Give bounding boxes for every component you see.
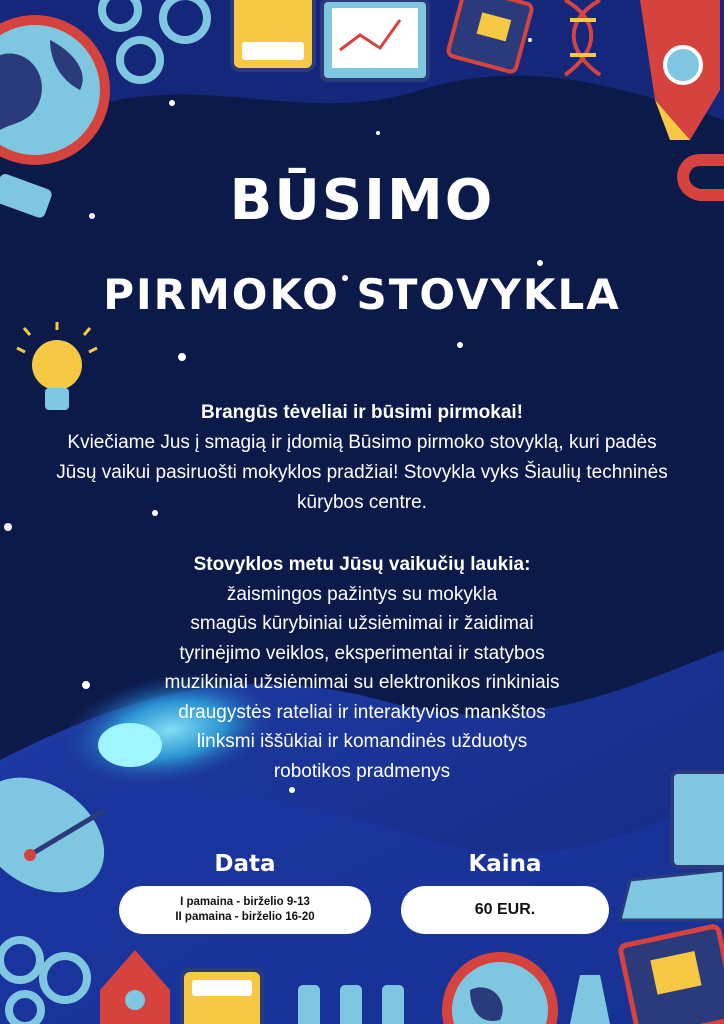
- intro-line: Kviečiame Jus į smagią ir įdomią Būsimo pirmoko stovyklą, kuri padės: [67, 432, 657, 453]
- test-tubes-icon: [298, 985, 404, 1024]
- activity-item: smagūs kūrybiniai užsiėmimai ir žaidimai: [190, 613, 534, 634]
- title-line-2: PIRMOKO STOVYKLA: [103, 270, 621, 319]
- activity-item: tyrinėjimo veiklos, eksperimentai ir statybos: [179, 642, 545, 664]
- activity-item: draugystės rateliai ir interaktyvios mankštos: [178, 701, 546, 723]
- intro-section: [40, 398, 684, 518]
- date-shift-1: I pamaina - birželio 9-13: [180, 896, 310, 908]
- intro-line: kūrybos centre.: [297, 492, 427, 513]
- intro-greeting: Brangūs tėveliai ir būsimi pirmokai!: [200, 402, 524, 423]
- activity-item: žaismingos pažintys su mokykla: [226, 583, 498, 605]
- activity-item: robotikos pradmenys: [273, 760, 451, 782]
- activities-heading: Stovyklos metu Jūsų vaikučių laukia:: [193, 554, 531, 575]
- intro-line: Jūsų vaikui pasiruošti mokyklos pradžiai! Stovykla vyks Šiaulių techninės: [56, 462, 668, 483]
- price-pill: [401, 886, 609, 934]
- date-label: Data: [214, 851, 276, 877]
- bottom-calculator-icon: [182, 970, 262, 1024]
- activity-item: linksmi iššūkiai ir komandinės užduotys: [196, 731, 528, 752]
- chart-screen-icon: [322, 0, 428, 80]
- price-label: Kaina: [468, 851, 542, 877]
- date-shift-2: II pamaina - birželio 16-20: [175, 911, 315, 923]
- date-pill: [119, 886, 371, 934]
- price-value: 60 EUR.: [474, 901, 536, 918]
- activity-item: muzikiniai užsiėmimai su elektronikos rinkiniais: [164, 672, 560, 693]
- calculator-icon: [232, 0, 314, 70]
- activities-section: [40, 550, 684, 786]
- title-line-1: BŪSIMO: [229, 168, 495, 233]
